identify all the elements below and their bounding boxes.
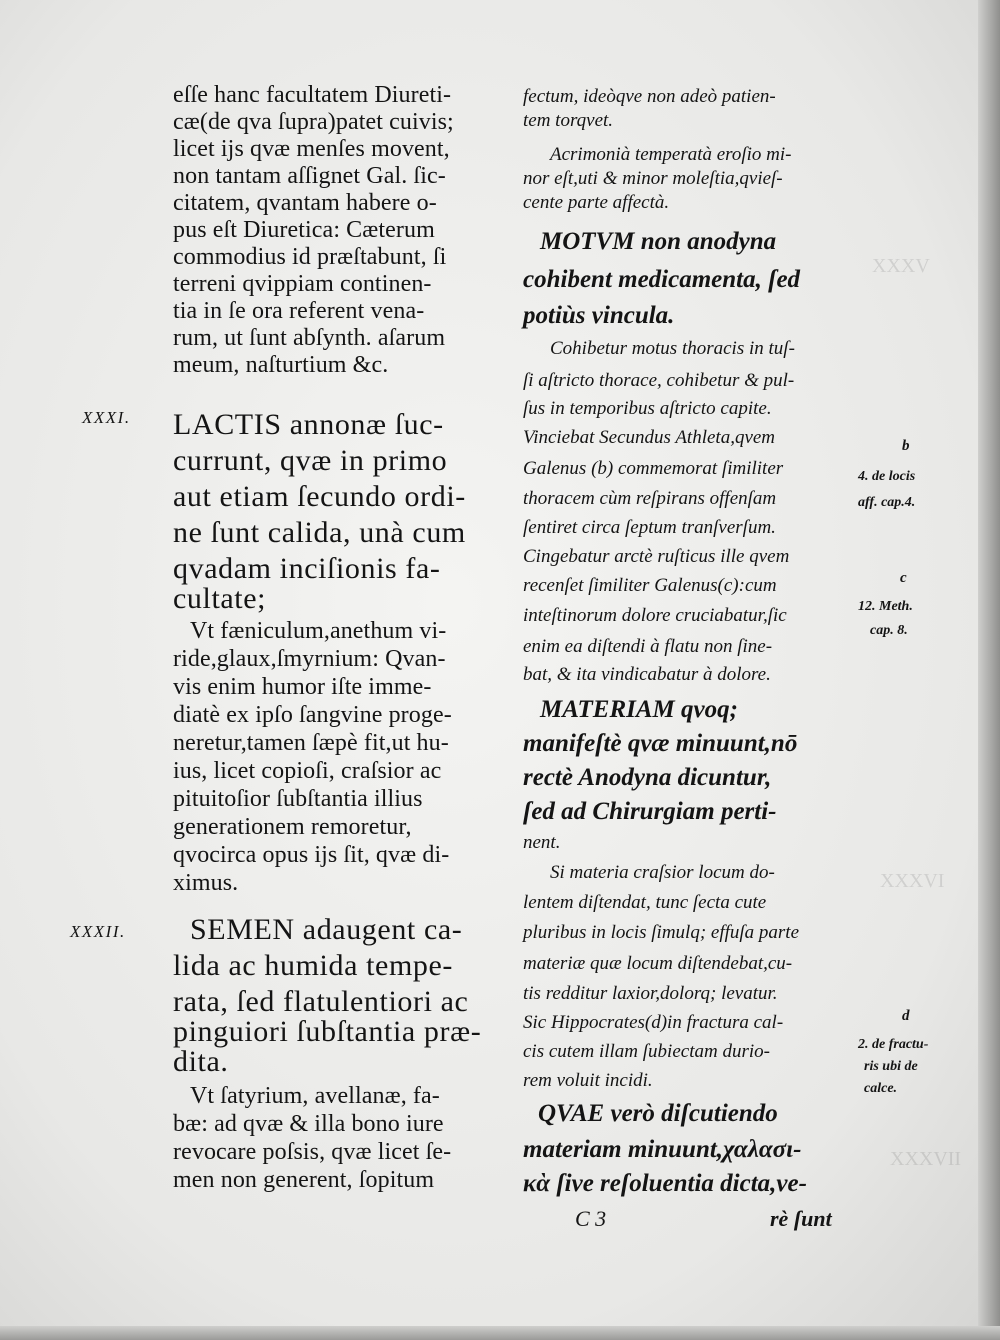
text-line: licet ijs qvæ menſes movent, <box>173 136 450 162</box>
section-heading-line: currunt, qvæ in primo <box>173 444 448 477</box>
text-line: tis redditur laxior,dolorq; levatur. <box>523 983 778 1004</box>
text-line: materiæ quæ locum diſtendebat,cu- <box>523 953 793 974</box>
text-line: ius, licet copioſi, craſsior ac <box>173 758 442 784</box>
section-heading-line: dita. <box>173 1045 229 1078</box>
signature-mark: C 3 <box>575 1206 607 1231</box>
text-line: terreni qvippiam continen- <box>173 271 432 297</box>
text-line: fectum, ideòqve non adeò patien- <box>523 86 776 107</box>
section-number: XXXII. <box>70 922 126 941</box>
bleed-through-mark: XXXV <box>872 255 930 277</box>
text-line: tia in ſe ora referent vena- <box>173 298 425 324</box>
page-edge-shadow <box>978 0 1000 1340</box>
text-line: ſus in temporibus aſtricto capite. <box>523 398 772 419</box>
margin-note: 4. de locis <box>858 469 916 484</box>
text-line: ſentiret circa ſeptum tranſverſum. <box>523 517 776 538</box>
text-line: thoracem cùm reſpirans offenſam <box>523 488 777 509</box>
heading-line: nent. <box>523 832 561 853</box>
heading-line: materiam minuunt,χαλασι- <box>523 1136 802 1163</box>
section-heading-line: qvadam inciſionis fa- <box>173 552 441 585</box>
section-heading-line: aut etiam ſecundo ordi- <box>173 480 466 513</box>
margin-note-letter: d <box>902 1008 910 1024</box>
heading-line: MOTVM non anodyna <box>540 228 777 255</box>
text-line: inteſtinorum dolore cruciabatur,ſic <box>523 605 787 626</box>
text-line: tem torqvet. <box>523 110 614 131</box>
text-line: vis enim humor iſte imme- <box>173 674 432 700</box>
section-heading-line: cultate; <box>173 582 267 615</box>
text-line: Galenus (b) commemorat ſimiliter <box>523 458 784 479</box>
text-line: ride,glaux,ſmyrnium: Qvan- <box>173 646 446 672</box>
margin-note: 12. Meth. <box>858 599 913 614</box>
text-line: qvocirca opus ijs ſit, qvæ di- <box>173 842 450 868</box>
heading-line: cohibent medicamenta, ſed <box>523 266 801 293</box>
margin-note-letter: c <box>900 570 907 586</box>
heading-line: potiùs vincula. <box>523 302 675 329</box>
text-line: meum, naſturtium &c. <box>173 352 389 378</box>
text-line: cis cutem illam ſubiectam durio- <box>523 1041 770 1062</box>
text-line: rem voluit incidi. <box>523 1070 653 1091</box>
text-line: pluribus in locis ſimulq; effuſa parte <box>523 922 800 943</box>
section-number: XXXI. <box>82 408 131 427</box>
bleed-through-mark: XXXVI <box>880 870 945 892</box>
text-line: pituitoſior ſubſtantia illius <box>173 786 423 812</box>
margin-note: 2. de fractu- <box>858 1037 929 1052</box>
text-line: Acrimonià temperatà eroſio mi- <box>550 144 792 165</box>
section-heading-line: rata, ſed flatulentiori ac <box>173 985 469 1018</box>
text-line: revocare poſsis, qvæ licet ſe- <box>173 1139 452 1165</box>
margin-note: ris ubi de <box>864 1059 918 1074</box>
catchword: rè ſunt <box>770 1206 832 1231</box>
heading-line: manifeſtè qvæ minuunt,nō <box>523 730 798 757</box>
text-line: Cingebatur arctè ruſticus ille qvem <box>523 546 790 567</box>
page-bottom-shadow <box>0 1326 1000 1340</box>
text-line: Vt ſatyrium, avellanæ, fa- <box>190 1083 440 1109</box>
bleed-through-mark: XXXVII <box>890 1148 962 1170</box>
text-line: eſſe hanc facultatem Diureti- <box>173 82 452 108</box>
text-line: ſi aſtricto thorace, cohibetur & pul- <box>523 370 795 391</box>
text-line: citatem, qvantam habere o- <box>173 190 437 216</box>
section-heading-line: lida ac humida tempe- <box>173 949 453 982</box>
text-line: enim ea diſtendi à flatu non ſine- <box>523 636 773 657</box>
text-line: pus eſt Diuretica: Cæterum <box>173 217 435 243</box>
text-line: bat, & ita vindicabatur à dolore. <box>523 664 771 685</box>
heading-line: ſed ad Chirurgiam perti- <box>523 798 777 825</box>
section-heading-line: LACTIS annonæ ſuc- <box>173 408 444 441</box>
text-line: nor eſt,uti & minor moleſtia,qvieſ- <box>523 168 783 189</box>
text-line: non tantam aſſignet Gal. ſic- <box>173 163 446 189</box>
text-line: Sic Hippocrates(d)in fractura cal- <box>523 1012 784 1033</box>
text-line: Vt fæniculum,anethum vi- <box>190 618 447 644</box>
section-heading-line: ne ſunt calida, unà cum <box>173 516 466 549</box>
text-line: ximus. <box>173 870 239 896</box>
text-line: Cohibetur motus thoracis in tuſ- <box>550 338 795 359</box>
text-line: commodius id præſtabunt, ſi <box>173 244 447 270</box>
text-line: neretur,tamen ſæpè fit,ut hu- <box>173 730 449 756</box>
text-line: Vinciebat Secundus Athleta,qvem <box>523 427 776 448</box>
text-line: generationem remoretur, <box>173 814 412 840</box>
text-line: diatè ex ipſo ſangvine proge- <box>173 702 452 728</box>
text-line: rum, ut ſunt abſynth. aſarum <box>173 325 446 351</box>
margin-note-letter: b <box>902 438 910 454</box>
section-heading-line: SEMEN adaugent ca- <box>190 913 463 946</box>
text-line: cæ(de qva ſupra)patet cuivis; <box>173 109 454 135</box>
text-line: lentem diſtendat, tunc ſecta cute <box>523 892 767 913</box>
margin-note: calce. <box>864 1081 898 1096</box>
margin-note: cap. 8. <box>870 623 908 638</box>
section-heading-line: pinguiori ſubſtantia præ- <box>173 1015 482 1048</box>
text-line: men non generent, ſopitum <box>173 1167 435 1193</box>
heading-line: rectè Anodyna dicuntur, <box>523 764 772 791</box>
heading-line: MATERIAM qvoq; <box>540 696 738 723</box>
heading-line: QVAE verò diſcutiendo <box>538 1100 778 1127</box>
text-line: Si materia craſsior locum do- <box>550 862 775 883</box>
text-line: bæ: ad qvæ & illa bono iure <box>173 1111 444 1137</box>
heading-line: κὰ ſive reſoluentia dicta,ve- <box>523 1170 807 1197</box>
text-line: cente parte affectà. <box>523 192 670 213</box>
text-line: recenſet ſimiliter Galenus(c):cum <box>523 575 777 596</box>
margin-note: aff. cap.4. <box>858 495 916 510</box>
